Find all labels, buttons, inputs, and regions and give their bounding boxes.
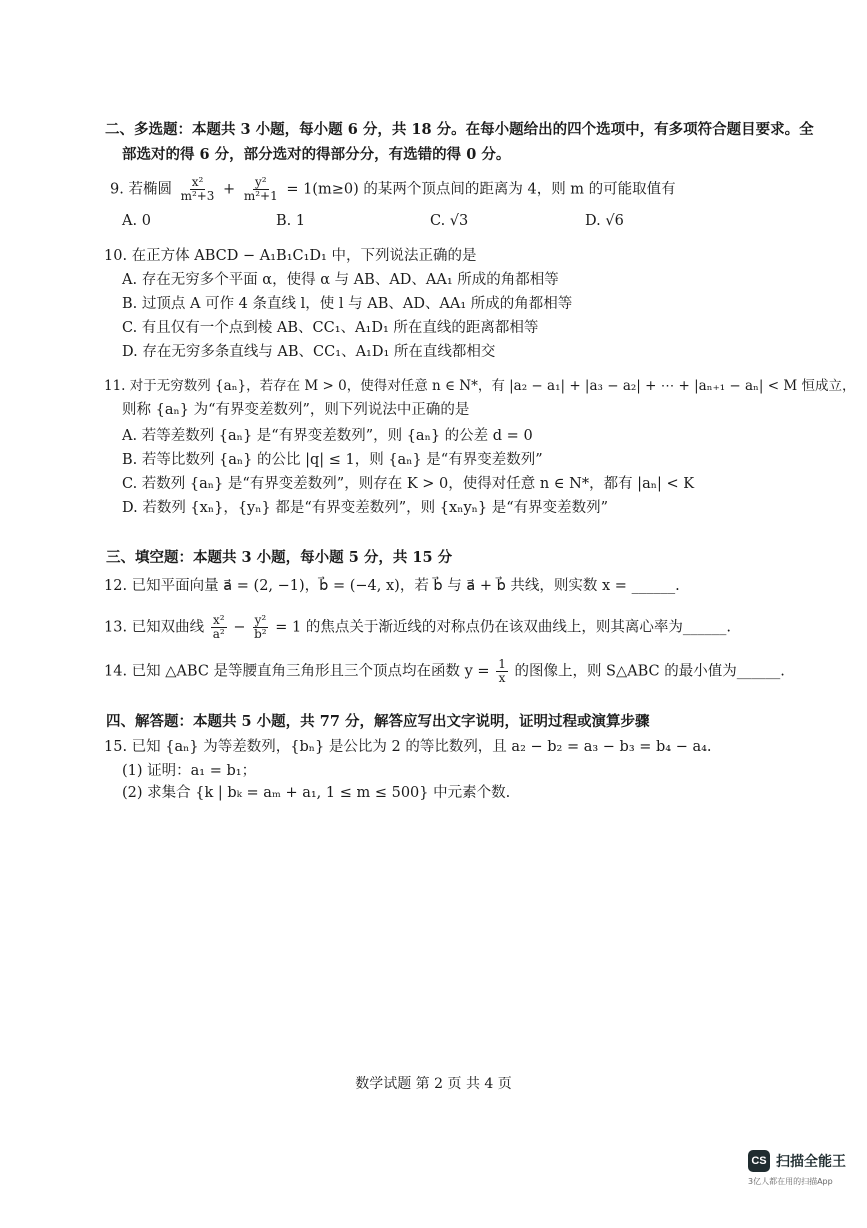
scanner-watermark — [748, 1150, 858, 1190]
question-11-stem-line2: 则称 {aₙ} 为“有界变差数列”，则下列说法中正确的是 — [122, 402, 470, 418]
q9-suffix: = 1(m≥0) 的某两个顶点间的距离为 4，则 m 的可能取值有 — [281, 181, 676, 198]
page-footer: 数学试题 第 2 页 共 4 页 — [355, 1076, 512, 1092]
q11-option-b: B. 若等比数列 {aₙ} 的公比 |q| ≤ 1，则 {aₙ} 是“有界变差数列” — [122, 452, 543, 468]
q9-frac2-num: y² — [254, 175, 267, 189]
q9-fraction-2 — [242, 176, 280, 203]
q10-option-a: A. 存在无穷多个平面 α，使得 α 与 AB、AD、AA₁ 所成的角都相等 — [122, 272, 559, 288]
question-14 — [104, 658, 785, 685]
q11-option-c: C. 若数列 {aₙ} 是“有界变差数列”，则存在 K > 0，使得对任意 n ∈ N*，都有 |aₙ| < K — [122, 476, 695, 492]
q9-frac2-den: m²+1 — [243, 189, 278, 203]
q13-fraction-1 — [211, 614, 227, 641]
section2-heading-line2: 部选对的得 6 分，部分选对的得部分分，有选错的得 0 分。 — [122, 146, 511, 163]
q14-suffix: 的图像上，则 S△ABC 的最小值为______. — [509, 663, 785, 680]
q13-frac1-num: x² — [212, 613, 225, 627]
question-10-stem: 10. 在正方体 ABCD − A₁B₁C₁D₁ 中，下列说法正确的是 — [104, 248, 477, 264]
q13-frac2-num: y² — [254, 613, 267, 627]
watermark-app-name: 扫描全能王 — [776, 1154, 846, 1170]
q10-option-d: D. 存在无穷多条直线与 AB、CC₁、A₁D₁ 所在直线都相交 — [122, 344, 496, 360]
section2-heading-line1: 二、多选题：本题共 3 小题，每小题 6 分，共 18 分。在每小题给出的四个选项中，有多项符合题目要求。全 — [105, 121, 814, 138]
question-15-part1: (1) 证明：a₁ = b₁； — [122, 763, 257, 779]
q10-option-b: B. 过顶点 A 可作 4 条直线 l，使 l 与 AB、AD、AA₁ 所成的角都相等 — [122, 296, 573, 312]
q9-prefix: 9. 若椭圆 — [110, 181, 177, 198]
question-13 — [104, 614, 731, 641]
question-9-stem — [110, 176, 676, 203]
q14-frac-den: x — [498, 671, 506, 685]
question-15-part2: (2) 求集合 {k | bₖ = aₘ + a₁, 1 ≤ m ≤ 500} 中元素个数. — [122, 785, 511, 801]
q13-minus: − — [228, 619, 251, 636]
q13-suffix: = 1 的焦点关于渐近线的对称点仍在该双曲线上，则其离心率为______. — [270, 619, 731, 636]
q13-fraction-2 — [252, 614, 269, 641]
question-12: 12. 已知平面向量 a⃗ = (2, −1)，b⃗ = (−4, x)，若 b⃗ 与 a⃗ + b⃗ 共线，则实数 x = ______. — [104, 578, 680, 594]
q9-frac1-den: m²+3 — [180, 189, 215, 203]
question-9-options — [0, 211, 867, 231]
q9-option-a: A. 0 — [122, 213, 151, 229]
watermark-tagline: 3亿人都在用的扫描App — [748, 1177, 833, 1186]
q10-option-c: C. 有且仅有一个点到棱 AB、CC₁、A₁D₁ 所在直线的距离都相等 — [122, 320, 539, 336]
q9-plus: + — [218, 181, 240, 198]
q14-prefix: 14. 已知 △ABC 是等腰直角三角形且三个顶点均在函数 y = — [104, 663, 495, 680]
q11-option-a: A. 若等差数列 {aₙ} 是“有界变差数列”，则 {aₙ} 的公差 d = 0 — [122, 428, 533, 444]
q9-option-c: C. √3 — [430, 213, 469, 229]
q11-option-d: D. 若数列 {xₙ}，{yₙ} 都是“有界变差数列”，则 {xₙyₙ} 是“有界变差数列” — [122, 500, 609, 516]
question-15-stem: 15. 已知 {aₙ} 为等差数列，{bₙ} 是公比为 2 的等比数列，且 a₂ − b₂ = a₃ − b₃ = b₄ − a₄. — [104, 739, 712, 755]
q9-frac1-num: x² — [191, 175, 204, 189]
camscanner-logo-icon: CS — [748, 1150, 770, 1172]
q13-prefix: 13. 已知双曲线 — [104, 619, 209, 636]
section3-heading: 三、填空题：本题共 3 小题，每小题 5 分，共 15 分 — [106, 549, 453, 566]
q14-fraction — [496, 658, 508, 685]
q14-frac-num: 1 — [498, 657, 506, 671]
section4-heading: 四、解答题：本题共 5 小题，共 77 分，解答应写出文字说明，证明过程或演算步骤 — [106, 713, 650, 730]
question-11-stem-line1: 11. 对于无穷数列 {aₙ}，若存在 M > 0，使得对任意 n ∈ N*，有 |a₂ − a₁| + |a₃ − a₂| + ⋯ + |aₙ₊₁ − aₙ| < M 恒成立， — [104, 378, 856, 394]
q9-fraction-1 — [179, 176, 217, 203]
q13-frac2-den: b² — [254, 627, 267, 641]
q13-frac1-den: a² — [212, 627, 225, 641]
q9-option-d: D. √6 — [585, 213, 624, 229]
q9-option-b: B. 1 — [276, 213, 306, 229]
